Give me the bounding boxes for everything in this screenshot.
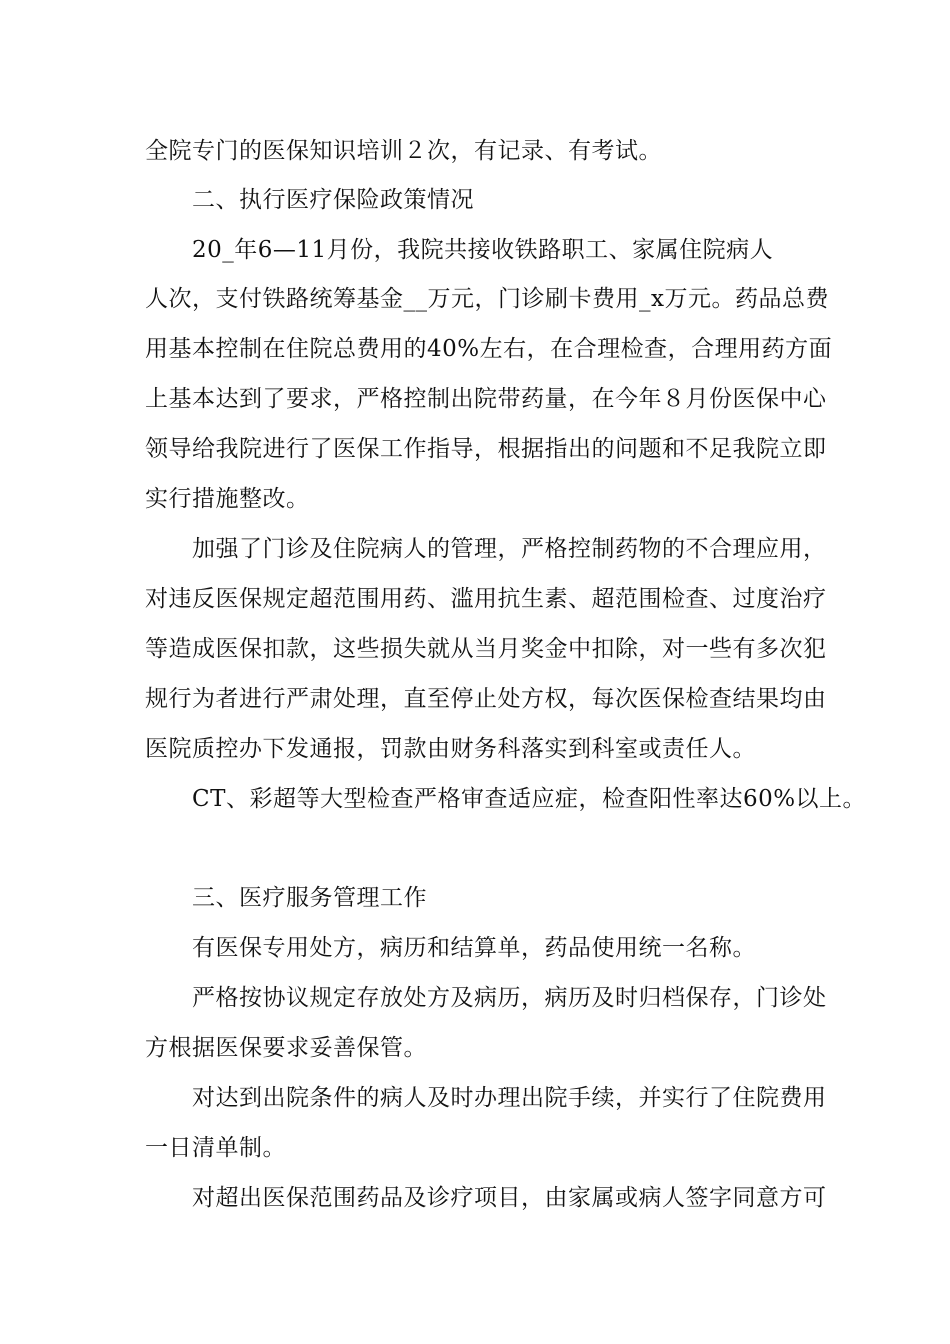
section-heading: 二、执行医疗保险政策情况	[192, 187, 474, 213]
paragraph-line: 实行措施整改。	[145, 486, 310, 512]
paragraph-line: 规行为者进行严肃处理，直至停止处方权，每次医保检查结果均由	[145, 686, 827, 712]
paragraph-line: CT、彩超等大型检查严格审查适应症，检查阳性率达60%以上。	[192, 786, 867, 812]
paragraph-line: 对达到出院条件的病人及时办理出院手续，并实行了住院费用	[192, 1085, 827, 1111]
paragraph-line: 20_年6—11月份，我院共接收铁路职工、家属住院病人	[192, 237, 774, 263]
paragraph-line: 对超出医保范围药品及诊疗项目，由家属或病人签字同意方可	[192, 1185, 827, 1211]
paragraph-line: 加强了门诊及住院病人的管理，严格控制药物的不合理应用，	[192, 536, 827, 562]
paragraph-line: 上基本达到了要求，严格控制出院带药量，在今年８月份医保中心	[145, 386, 827, 412]
paragraph-line: 用基本控制在住院总费用的40%左右，在合理检查，合理用药方面	[145, 336, 833, 362]
section-heading: 三、医疗服务管理工作	[192, 885, 427, 911]
paragraph-line: 全院专门的医保知识培训２次，有记录、有考试。	[145, 138, 662, 164]
paragraph-line: 严格按协议规定存放处方及病历，病历及时归档保存，门诊处	[192, 985, 827, 1011]
paragraph-line: 等造成医保扣款，这些损失就从当月奖金中扣除，对一些有多次犯	[145, 636, 827, 662]
paragraph-line: 人次，支付铁路统筹基金__万元，门诊刷卡费用_x万元。药品总费	[145, 286, 829, 312]
paragraph-line: 有医保专用处方，病历和结算单，药品使用统一名称。	[192, 935, 756, 961]
paragraph-line: 方根据医保要求妥善保管。	[145, 1035, 427, 1061]
paragraph-line: 一日清单制。	[145, 1135, 286, 1161]
paragraph-line: 领导给我院进行了医保工作指导，根据指出的问题和不足我院立即	[145, 436, 827, 462]
paragraph-line: 对违反医保规定超范围用药、滥用抗生素、超范围检查、过度治疗	[145, 586, 827, 612]
paragraph-line: 医院质控办下发通报，罚款由财务科落实到科室或责任人。	[145, 736, 756, 762]
